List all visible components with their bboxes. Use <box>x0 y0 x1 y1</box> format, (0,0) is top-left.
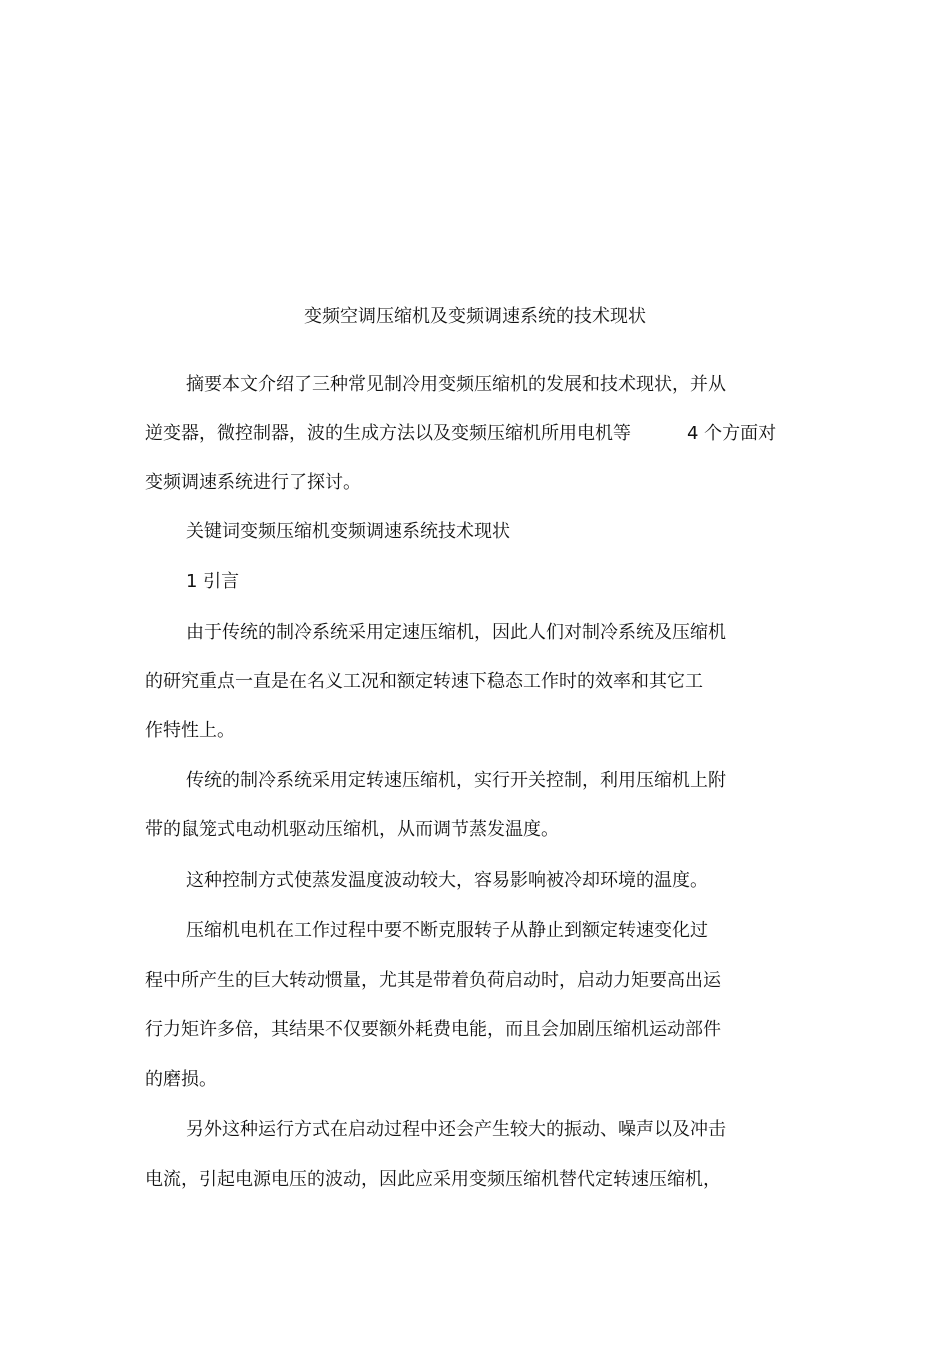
para3-line-1: 这种控制方式使蒸发温度波动较大，容易影响被冷却环境的温度。 <box>186 870 708 891</box>
para4-line-1: 压缩机电机在工作过程中要不断克服转子从静止到额定转速变化过 <box>186 920 708 941</box>
para2-line-1: 传统的制冷系统采用定转速压缩机，实行开关控制，利用压缩机上附 <box>186 770 726 791</box>
abstract-line-2-count: 4 个方面对 <box>687 423 777 444</box>
abstract-line-3: 变频调速系统进行了探讨。 <box>145 472 361 493</box>
keywords-line: 关键词变频压缩机变频调速系统技术现状 <box>186 521 510 542</box>
para5-line-2: 电流，引起电源电压的波动，因此应采用变频压缩机替代定转速压缩机， <box>145 1169 721 1190</box>
abstract-line-2-text: 逆变器，微控制器，波的生成方法以及变频压缩机所用电机等 <box>145 423 631 444</box>
para2-line-2: 带的鼠笼式电动机驱动压缩机，从而调节蒸发温度。 <box>145 819 559 840</box>
para1-line-2: 的研究重点一直是在名义工况和额定转速下稳态工作时的效率和其它工 <box>145 671 703 692</box>
para5-line-1: 另外这种运行方式在启动过程中还会产生较大的振动、噪声以及冲击 <box>186 1119 726 1140</box>
document-title: 变频空调压缩机及变频调速系统的技术现状 <box>304 306 646 327</box>
para1-line-1: 由于传统的制冷系统采用定速压缩机，因此人们对制冷系统及压缩机 <box>186 622 726 643</box>
abstract-line-1: 摘要本文介绍了三种常见制冷用变频压缩机的发展和技术现状，并从 <box>186 374 726 395</box>
section-heading-intro: 1 引言 <box>186 571 240 592</box>
abstract-line-2 <box>145 422 776 446</box>
para4-line-4: 的磨损。 <box>145 1069 217 1090</box>
para4-line-2: 程中所产生的巨大转动惯量，尤其是带着负荷启动时，启动力矩要高出运 <box>145 970 721 991</box>
para4-line-3: 行力矩许多倍，其结果不仅要额外耗费电能，而且会加剧压缩机运动部件 <box>145 1019 721 1040</box>
para1-line-3: 作特性上。 <box>145 720 235 741</box>
